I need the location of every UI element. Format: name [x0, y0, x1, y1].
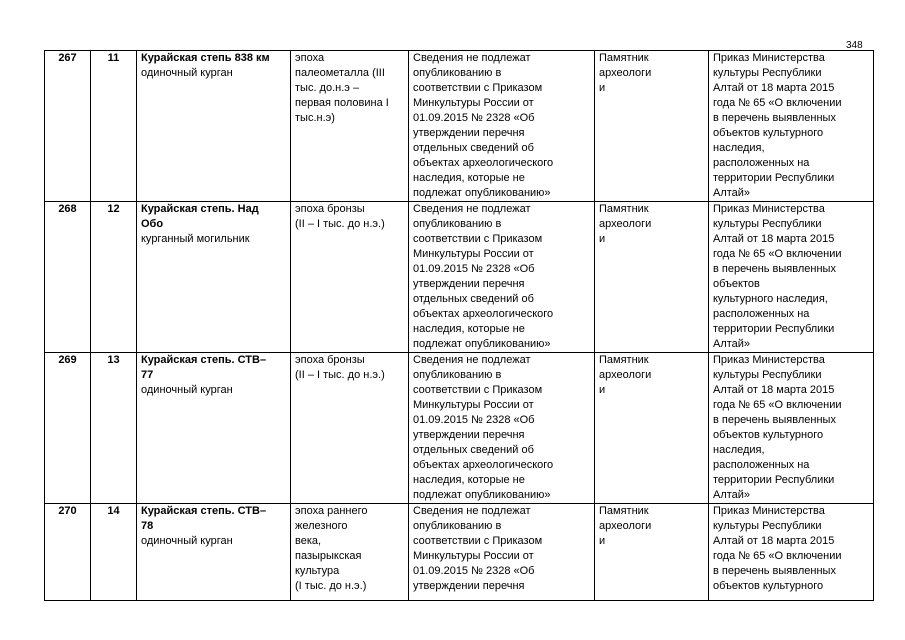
category-cell: Памятник археологи и: [595, 504, 709, 601]
table-row: [45, 202, 874, 353]
category-cell: Памятник археологи и: [595, 202, 709, 353]
object-type: одиночный курган: [141, 67, 233, 79]
object-cell: [137, 353, 291, 504]
category-cell: Памятник археологи и: [595, 51, 709, 202]
row-number: 267: [45, 51, 91, 202]
category-cell: Памятник археологи и: [595, 353, 709, 504]
object-name: Курайская степь. СТВ– 77: [141, 354, 267, 381]
location-cell: Сведения не подлежат опубликованию в соответствии с Приказом Минкультуры России от 01.09.2015 № 2328 «Об утверждении перечня отдельных сведений об объектах археологического наследия, которые не подлежат опубликованию»: [409, 51, 595, 202]
table-row: [45, 353, 874, 504]
row-subnumber: 13: [91, 353, 137, 504]
page-number: 348: [846, 40, 863, 51]
object-name: Курайская степь. СТВ– 78: [141, 505, 267, 532]
document-cell: Приказ Министерства культуры Республики Алтай от 18 марта 2015 года № 65 «О включении в перечень выявленных объектов культурного: [709, 504, 874, 601]
row-subnumber: 12: [91, 202, 137, 353]
heritage-registry-table: [44, 50, 874, 601]
row-number: 270: [45, 504, 91, 601]
location-cell: Сведения не подлежат опубликованию в соответствии с Приказом Минкультуры России от 01.09.2015 № 2328 «Об утверждении перечня: [409, 504, 595, 601]
location-cell: Сведения не подлежат опубликованию в соответствии с Приказом Минкультуры России от 01.09.2015 № 2328 «Об утверждении перечня отдельных сведений об объектах археологического наследия, которые не подлежат опубликованию»: [409, 353, 595, 504]
document-cell: Приказ Министерства культуры Республики Алтай от 18 марта 2015 года № 65 «О включении в перечень выявленных объектов культурного наследия, расположенных на территории Республики Алтай»: [709, 51, 874, 202]
dating-cell: эпоха бронзы (II – I тыс. до н.э.): [291, 353, 409, 504]
object-name: Курайская степь 838 км: [141, 52, 270, 64]
object-type: одиночный курган: [141, 384, 233, 396]
object-cell: [137, 202, 291, 353]
dating-cell: эпоха палеометалла (III тыс. до.н.э – первая половина I тыс.н.э): [291, 51, 409, 202]
dating-cell: эпоха бронзы (II – I тыс. до н.э.): [291, 202, 409, 353]
object-name: Курайская степь. Над Обо: [141, 203, 259, 230]
dating-cell: эпоха раннего железного века, пазырыкская культура (I тыс. до н.э.): [291, 504, 409, 601]
table-row: [45, 51, 874, 202]
row-number: 268: [45, 202, 91, 353]
object-type: курганный могильник: [141, 233, 250, 245]
object-type: одиночный курган: [141, 535, 233, 547]
document-cell: Приказ Министерства культуры Республики Алтай от 18 марта 2015 года № 65 «О включении в перечень выявленных объектов культурного наследия, расположенных на территории Республики Алтай»: [709, 202, 874, 353]
document-cell: Приказ Министерства культуры Республики Алтай от 18 марта 2015 года № 65 «О включении в перечень выявленных объектов культурного наследия, расположенных на территории Республики Алтай»: [709, 353, 874, 504]
object-cell: [137, 51, 291, 202]
object-cell: [137, 504, 291, 601]
table-row: [45, 504, 874, 601]
row-subnumber: 14: [91, 504, 137, 601]
row-subnumber: 11: [91, 51, 137, 202]
row-number: 269: [45, 353, 91, 504]
location-cell: Сведения не подлежат опубликованию в соответствии с Приказом Минкультуры России от 01.09.2015 № 2328 «Об утверждении перечня отдельных сведений об объектах археологического наследия, которые не подлежат опубликованию»: [409, 202, 595, 353]
